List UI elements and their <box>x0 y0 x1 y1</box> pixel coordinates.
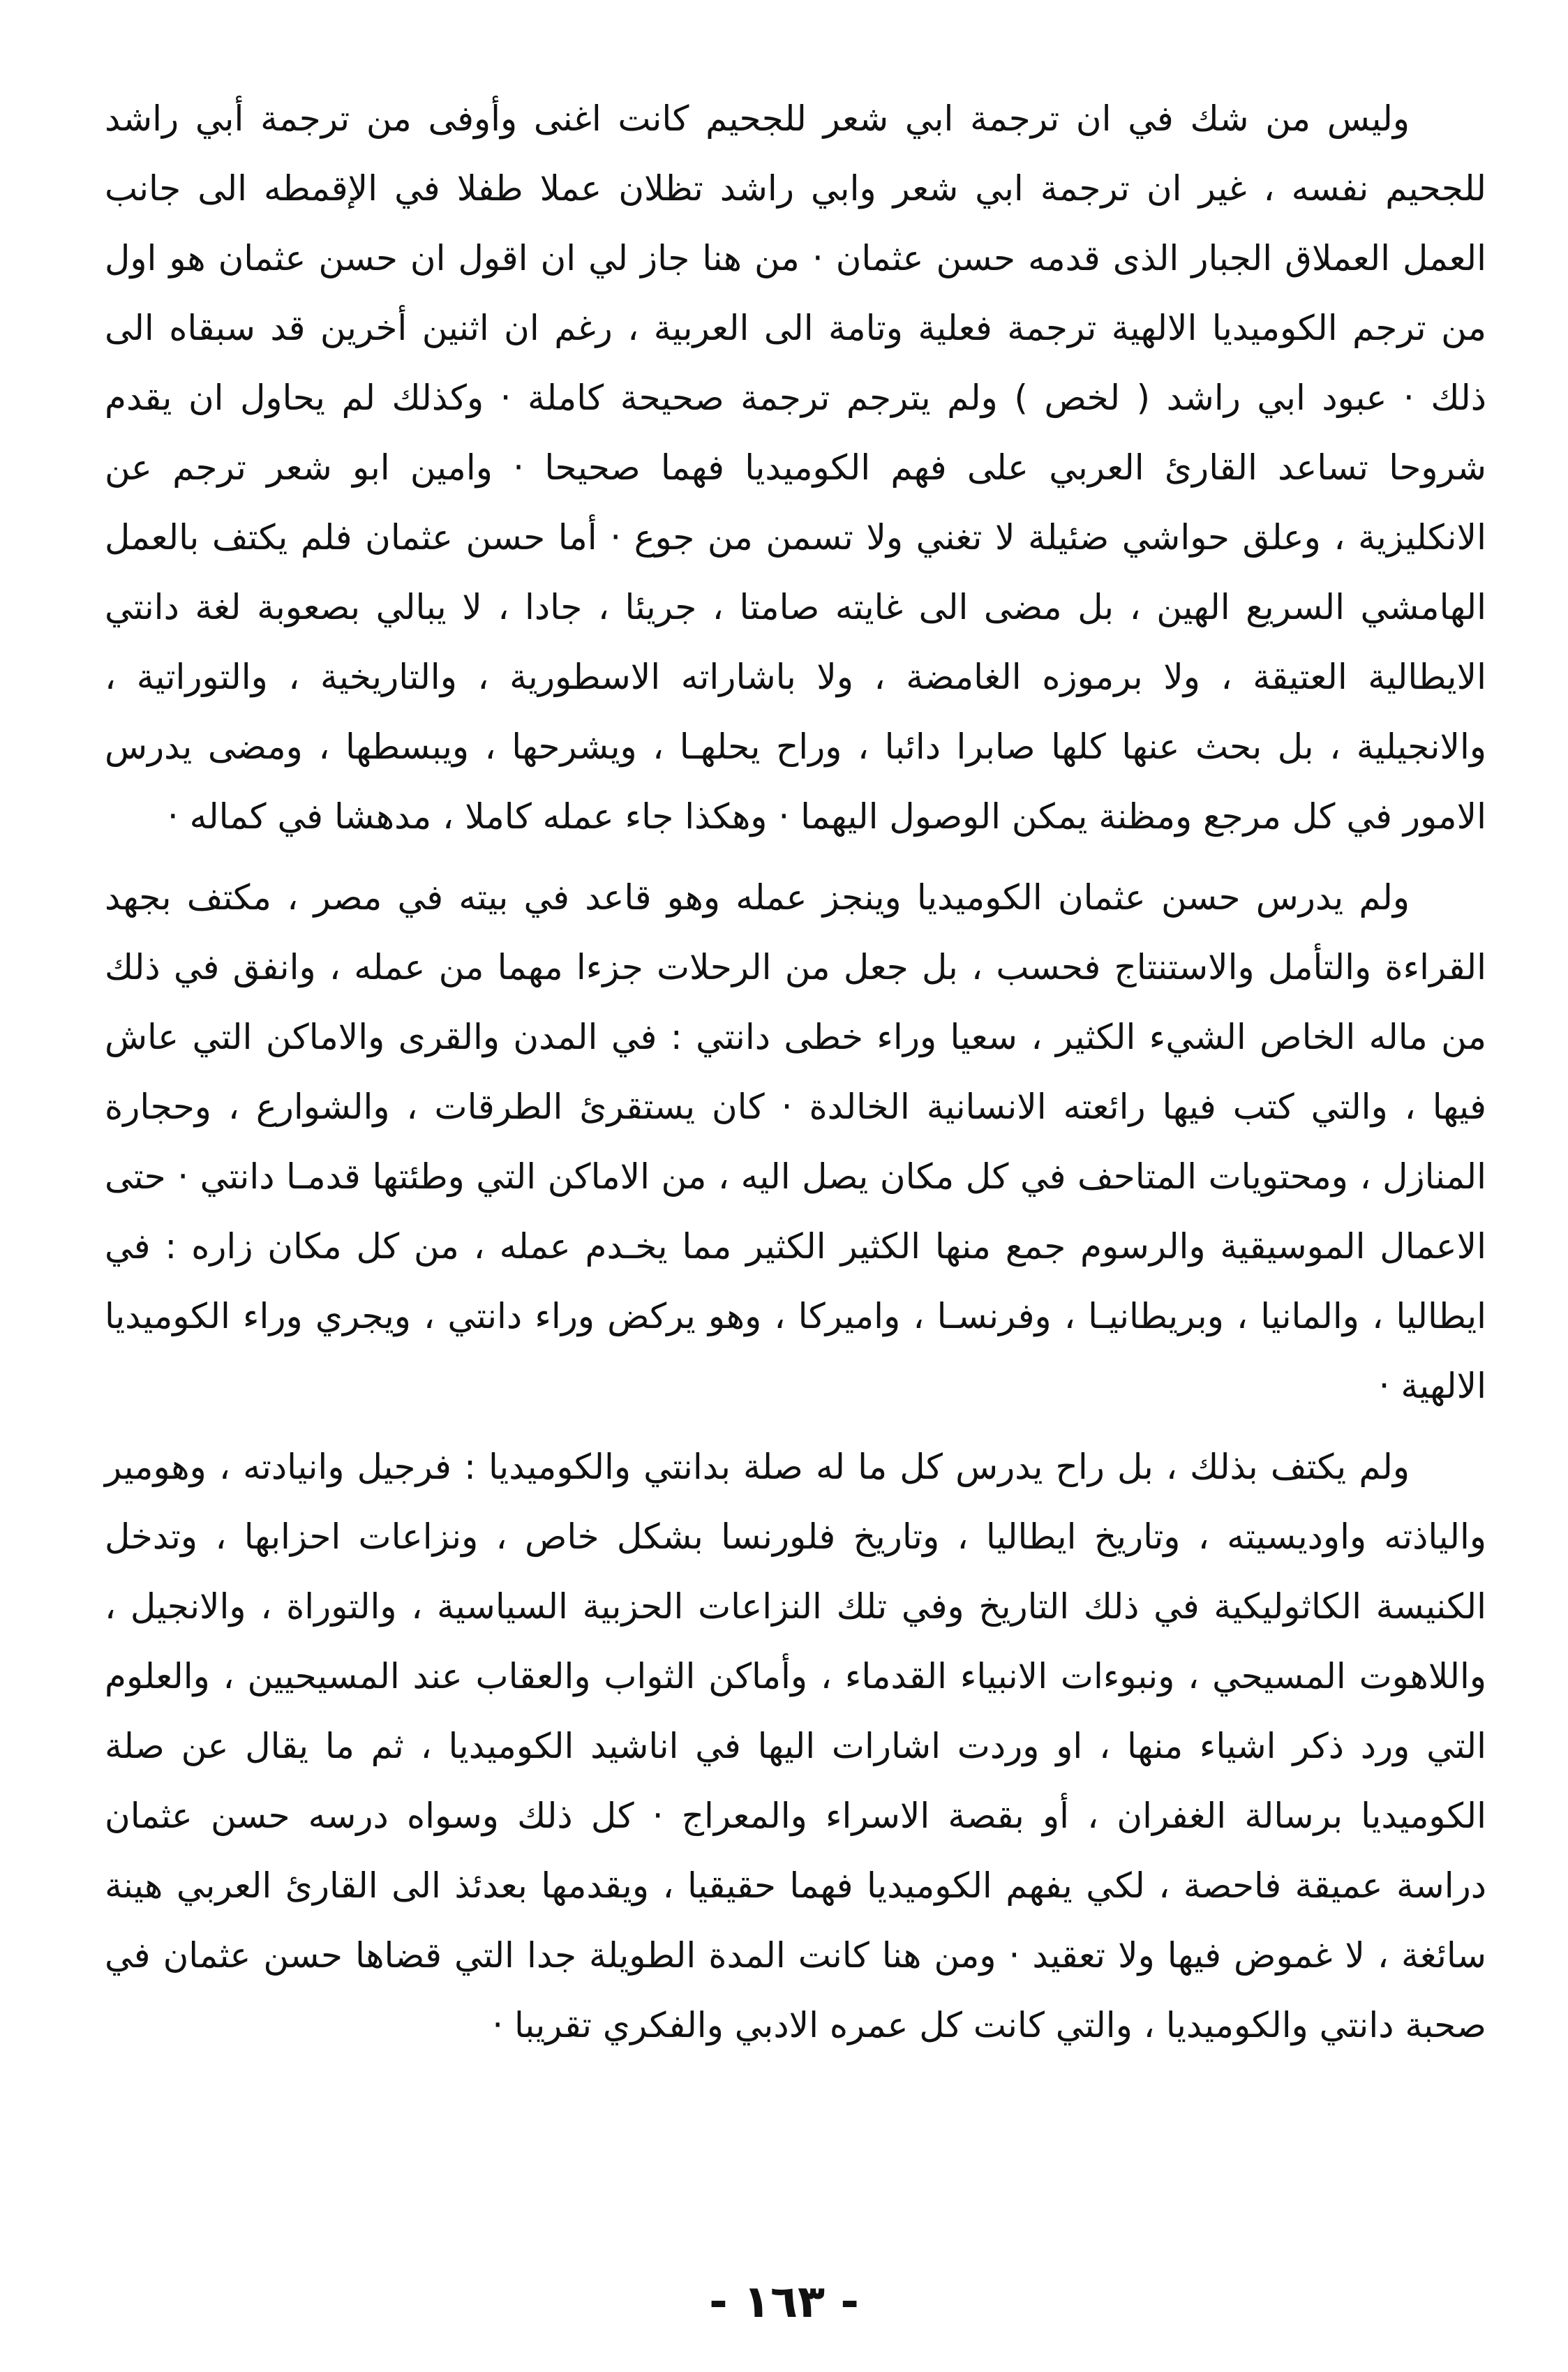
body-text <box>105 84 1486 2071</box>
paragraph-2: ولم يدرس حسن عثمان الكوميديا وينجز عمله وهو قاعد في بيته في مصر ، مكتف بجهد القراءة والتأمل والاستنتاج فحسب ، بل جعل من الرحلات جزءا مهما من عمله ، وانفق في ذلك من ماله الخاص الشيء الكثير ، سعيا وراء خطى دانتي : في المدن والقرى والاماكن التي عاش فيها ، والتي كتب فيها رائعته الانسانية الخالدة · كان يستقرئ الطرقات ، والشوارع ، وحجارة المنازل ، ومحتويات المتاحف في كل مكان يصل اليه ، من الاماكن التي وطئتها قدمـا دانتي · حتى الاعمال الموسيقية والرسوم جمع منها الكثير الكثير مما يخـدم عمله ، من كل مكان زاره : في ايطاليا ، والمانيا ، وبريطانيـا ، وفرنسـا ، واميركا ، وهو يركض وراء دانتي ، ويجري وراء الكوميديا الالهية · <box>105 877 1486 1406</box>
paragraph-1: وليس من شك في ان ترجمة ابي شعر للجحيم كانت اغنى وأوفى من ترجمة أبي راشد للجحيم نفسه ، غير ان ترجمة ابي شعر وابي راشد تظلان عملا طفلا في الإقمطه الى جانب العمل العملاق الجبار الذى قدمه حسن عثمان · من هنا جاز لي ان اقول ان حسن عثمان هو اول من ترجم الكوميديا الالهية ترجمة فعلية وتامة الى العربية ، رغم ان اثنين أخرين قد سبقاه الى ذلك · عبود ابي راشد ( لخص ) ولم يترجم ترجمة صحيحة كاملة · وكذلك لم يحاول ان يقدم شروحا تساعد القارئ العربي على فهم الكوميديا فهما صحيحا · وامين ابو شعر ترجم عن الانكليزية ، وعلق حواشي ضئيلة لا تغني ولا تسمن من جوع · أما حسن عثمان فلم يكتف بالعمل الهامشي السريع الهين ، بل مضى الى غايته صامتا ، جريئا ، جادا ، لا يبالي بصعوبة لغة دانتي الايطالية العتيقة ، ولا برموزه الغامضة ، ولا باشاراته الاسطورية ، والتاريخية ، والتوراتية ، والانجيلية ، بل بحث عنها كلها صابرا دائبا ، وراح يحلهـا ، ويشرحها ، ويبسطها ، ومضى يدرس الامور في كل مرجع ومظنة يمكن الوصول اليهما · وهكذا جاء عمله كاملا ، مدهشا في كماله · <box>105 98 1486 837</box>
page-number: - ١٦٣ - <box>709 2276 859 2328</box>
paragraph-3: ولم يكتف بذلك ، بل راح يدرس كل ما له صلة بدانتي والكوميديا : فرجيل وانيادته ، وهومير والياذته واوديسيته ، وتاريخ ايطاليا ، وتاريخ فلورنسا بشكل خاص ، ونزاعات احزابها ، وتدخل الكنيسة الكاثوليكية في ذلك التاريخ وفي تلك النزاعات الحزبية السياسية ، والتوراة ، والانجيل ، واللاهوت المسيحي ، ونبوءات الانبياء القدماء ، وأماكن الثواب والعقاب عند المسيحيين ، والعلوم التي ورد ذكر اشياء منها ، او وردت اشارات اليها في اناشيد الكوميديا ، ثم ما يقال عن صلة الكوميديا برسالة الغفران ، أو بقصة الاسراء والمعراج · كل ذلك وسواه درسه حسن عثمان دراسة عميقة فاحصة ، لكي يفهم الكوميديا فهما حقيقيا ، ويقدمها بعدئذ الى القارئ العربي هينة سائغة ، لا غموض فيها ولا تعقيد · ومن هنا كانت المدة الطويلة جدا التي قضاها حسن عثمان في صحبة دانتي والكوميديا ، والتي كانت كل عمره الادبي والفكري تقريبا · <box>105 1447 1486 2045</box>
